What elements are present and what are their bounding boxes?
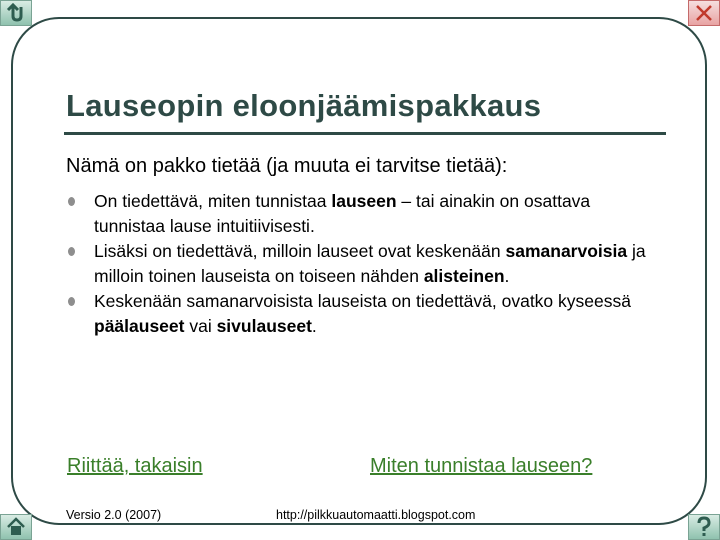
bullet-part: Keskenään samanarvoisista lauseista on tiedettävä, ovatko kyseessä <box>94 291 631 311</box>
help-icon <box>694 516 714 538</box>
bullet-part-bold: sivulauseet <box>216 315 312 336</box>
bullet-icon <box>68 297 75 306</box>
bullet-text <box>94 241 646 286</box>
bullet-part: vai <box>184 315 217 336</box>
bullet-text <box>94 191 590 236</box>
bullet-part: . <box>504 265 510 286</box>
bullet-part: ja milloin toinen lauseista on toiseen nähden <box>94 241 646 286</box>
list-item <box>64 289 664 338</box>
version-label: Versio 2.0 (2007) <box>66 508 162 522</box>
list-item <box>64 239 664 288</box>
help-button[interactable] <box>688 514 720 540</box>
bullet-icon <box>68 197 75 206</box>
bullet-part: – tai ainakin on osattava tunnistaa lause intuitiivisesti. <box>94 191 591 236</box>
bullet-icon <box>68 247 75 256</box>
list-item <box>64 189 664 238</box>
home-button[interactable] <box>0 514 32 540</box>
home-icon <box>5 517 27 537</box>
bullet-part-bold: lauseen <box>331 191 397 211</box>
bullet-part-bold: alisteinen <box>423 265 505 286</box>
back-link[interactable]: Riittää, takaisin <box>67 455 203 477</box>
footer-url: http://pilkkuautomaatti.blogspot.com <box>276 508 476 522</box>
back-button[interactable] <box>0 0 32 26</box>
return-arrow-icon <box>5 3 27 23</box>
bullet-text <box>94 291 631 336</box>
page-title: Lauseopin eloonjäämispakkaus <box>66 88 542 123</box>
bullet-list <box>64 189 664 338</box>
subtitle: Nämä on pakko tietää (ja muuta ei tarvitse tietää): <box>66 155 508 177</box>
bullet-part: Lisäksi on tiedettävä, milloin lauseet ovat keskenään <box>94 241 506 261</box>
bullet-part-bold: samanarvoisia <box>505 241 628 261</box>
title-divider <box>64 132 666 135</box>
close-icon <box>695 4 713 22</box>
bullet-part: On tiedettävä, miten tunnistaa <box>94 191 332 211</box>
close-button[interactable] <box>688 0 720 26</box>
next-link[interactable]: Miten tunnistaa lauseen? <box>370 455 593 477</box>
bullet-part: . <box>311 315 317 336</box>
bullet-part-bold: päälauseet <box>94 315 185 336</box>
